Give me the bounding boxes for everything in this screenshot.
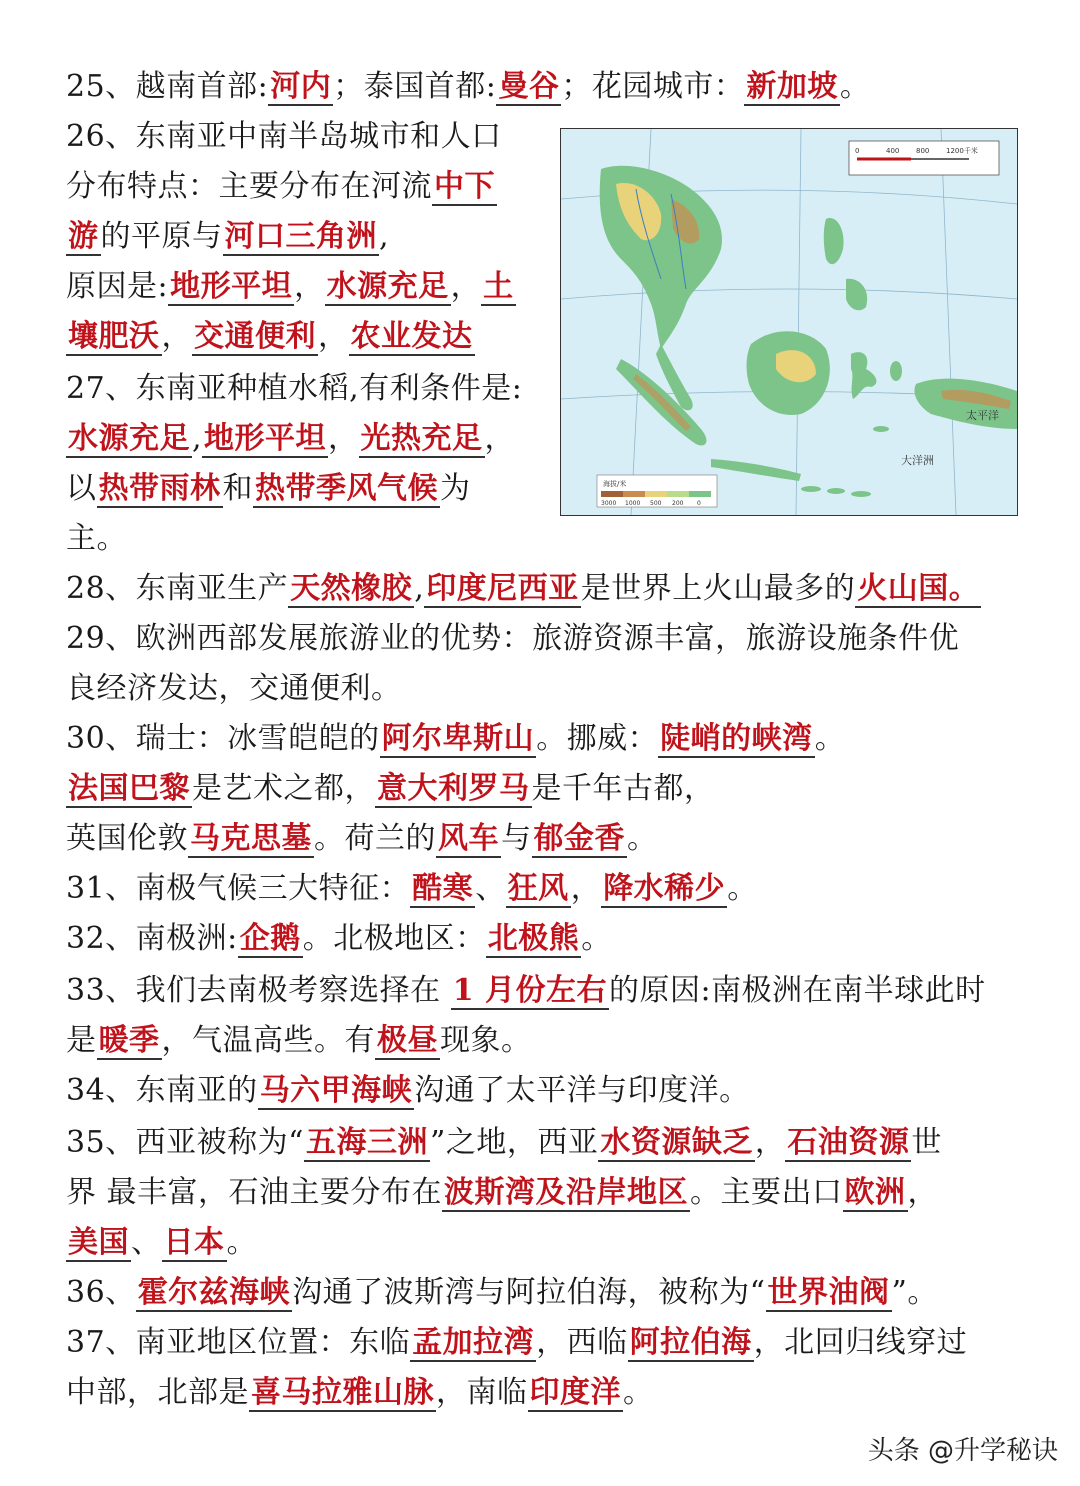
prompt-text: 沟通了太平洋与印度洋。 — [414, 1073, 750, 1108]
ocean-label-oceania: 大洋洲 — [901, 454, 934, 467]
prompt-text: 33、我们去南极考察选择在 — [66, 973, 451, 1008]
text-line-l27d — [66, 514, 540, 564]
text-line-l35a — [66, 1118, 1020, 1168]
prompt-text: ， — [328, 421, 359, 456]
answer-text: 曼谷 — [498, 69, 560, 104]
prompt-text: ；花园城市： — [561, 69, 745, 104]
answer-text: 狂风 — [507, 871, 569, 906]
answer-text: 中下 — [434, 169, 495, 204]
scale-label-0: 0 — [855, 147, 860, 155]
text-line-l29b — [66, 664, 1020, 714]
prompt-text: 。 — [581, 921, 612, 956]
answer-text: 壤肥沃 — [68, 319, 160, 354]
legend-value-1: 1000 — [625, 500, 641, 507]
answer-text: 霍尔兹海峡 — [137, 1275, 291, 1310]
answer-text: 马克思墓 — [190, 821, 312, 856]
prompt-text: ， — [450, 269, 482, 304]
prompt-text: 界 最丰富，石油主要分布在 — [66, 1175, 443, 1210]
answer-text: 美国 — [68, 1225, 129, 1260]
prompt-text: 26、东南亚中南半岛城市和人口 — [66, 119, 502, 154]
prompt-text: 良经济发达，交通便利。 — [66, 671, 402, 706]
prompt-text: 的原因:南极洲在南半球此时 — [609, 973, 986, 1008]
legend-value-0: 3000 — [601, 500, 617, 507]
prompt-text: ，西临 — [536, 1325, 628, 1360]
answer-text: 水源充足 — [326, 269, 449, 304]
southeast-asia-map — [560, 128, 1018, 516]
prompt-text: 36、 — [66, 1275, 136, 1310]
prompt-text: ”。 — [891, 1275, 938, 1310]
text-line-l26c — [66, 212, 540, 262]
prompt-text: ，北回归线穿过 — [753, 1325, 968, 1360]
answer-text: 游 — [68, 219, 99, 254]
prompt-text: 。荷兰的 — [314, 821, 436, 856]
text-line-l33a — [66, 966, 1020, 1016]
prompt-text: 是艺术之都， — [192, 771, 375, 806]
text-line-l27c — [66, 464, 540, 514]
prompt-text: 。 — [727, 871, 758, 906]
prompt-text: 30、瑞士：冰雪皑皑的 — [66, 721, 380, 756]
legend-value-3: 200 — [672, 500, 684, 507]
prompt-text: 是千年古都， — [531, 771, 715, 806]
answer-text: 地形平坦 — [204, 421, 327, 456]
text-line-l27a — [66, 364, 540, 414]
text-line-l26d — [66, 262, 540, 312]
prompt-text: 。 — [623, 1375, 654, 1410]
prompt-text: ， — [570, 871, 602, 906]
prompt-text: 。挪威： — [536, 721, 659, 756]
prompt-text: ”之地，西亚 — [430, 1125, 599, 1160]
answer-text: 光热充足 — [360, 421, 483, 456]
prompt-text: 是 — [66, 1023, 97, 1058]
answer-text: 北极熊 — [487, 921, 580, 956]
prompt-text: 以 — [66, 471, 97, 506]
prompt-text: 35、西亚被称为“ — [66, 1125, 305, 1160]
prompt-text: 、 — [475, 871, 506, 906]
answer-text: 世界油阀 — [767, 1275, 890, 1310]
answer-text: 土 — [483, 269, 514, 304]
text-line-l34 — [66, 1066, 1020, 1116]
prompt-text: 、 — [131, 1225, 162, 1260]
answer-text: 风车 — [438, 821, 499, 856]
ocean-label-pacific: 太平洋 — [966, 409, 999, 422]
prompt-text: 。北极地区： — [302, 921, 486, 956]
text-line-l26a — [66, 112, 540, 162]
prompt-text: 主。 — [66, 521, 127, 556]
text-line-l28 — [66, 564, 1020, 614]
legend-value-4: 0 — [697, 500, 701, 507]
prompt-text: 31、南极气候三大特征： — [66, 871, 411, 906]
prompt-text: ；泰国首都: — [333, 69, 497, 104]
legend-value-2: 500 — [650, 500, 662, 507]
prompt-text: ， — [318, 319, 349, 354]
prompt-text: 。主要出口 — [690, 1175, 843, 1210]
prompt-text: 27、东南亚种植水稻,有利条件是: — [66, 371, 523, 406]
answer-text: 陡峭的峡湾 — [660, 721, 813, 756]
prompt-text: 是世界上火山最多的 — [580, 571, 856, 606]
text-line-l26b — [66, 162, 540, 212]
answer-text: 石油资源 — [787, 1125, 910, 1160]
answer-text: 热带季风气候 — [255, 471, 438, 506]
prompt-text: ， — [294, 269, 325, 304]
text-line-l25 — [66, 62, 1020, 112]
text-line-l36 — [66, 1268, 1020, 1318]
answer-text: 印度洋 — [529, 1375, 621, 1410]
text-line-l35c — [66, 1218, 1020, 1268]
answer-text: 交通便利 — [194, 319, 316, 354]
answer-text: 欧洲 — [844, 1175, 906, 1210]
answer-text: 印度尼西亚 — [426, 571, 579, 606]
answer-text: 法国巴黎 — [68, 771, 190, 806]
answer-text: 马六甲海峡 — [259, 1073, 413, 1108]
prompt-text: 。 — [814, 721, 846, 756]
answer-text: 农业发达 — [350, 319, 473, 354]
prompt-text: 和 — [222, 471, 253, 506]
answer-text: 意大利罗马 — [377, 771, 530, 806]
answer-text: 日本 — [163, 1225, 225, 1260]
prompt-text: ， — [484, 421, 516, 456]
text-line-l30a — [66, 714, 1020, 764]
prompt-text: 28、东南亚生产 — [66, 571, 289, 606]
answer-text: 阿拉伯海 — [629, 1325, 752, 1360]
answer-text: 企鹅 — [239, 921, 301, 956]
prompt-text: 英国伦敦 — [66, 821, 188, 856]
prompt-text: 为 — [440, 471, 471, 506]
answer-text: 水源充足 — [68, 421, 190, 456]
map-graphic — [561, 129, 1017, 515]
prompt-text: 。 — [226, 1225, 257, 1260]
prompt-text: , — [414, 571, 425, 606]
scale-label-3: 1200千米 — [946, 147, 978, 155]
prompt-text: , — [379, 219, 390, 254]
text-line-l33b — [66, 1016, 1020, 1066]
text-line-l27b — [66, 414, 540, 464]
answer-text: 五海三洲 — [306, 1125, 429, 1160]
prompt-text: 分布特点：主要分布在河流 — [66, 169, 432, 204]
prompt-text: 34、东南亚的 — [66, 1073, 258, 1108]
prompt-text: 原因是: — [66, 269, 169, 304]
answer-text: 暖季 — [98, 1023, 160, 1058]
answer-text: 地形平坦 — [170, 269, 293, 304]
answer-text: 降水稀少 — [603, 871, 726, 906]
scale-label-1: 400 — [886, 147, 900, 155]
answer-text: 1 月份左右 — [452, 973, 608, 1008]
text-line-l37a — [66, 1318, 1020, 1368]
text-line-l26e — [66, 312, 540, 362]
prompt-text: , — [192, 421, 203, 456]
prompt-text: 世 — [911, 1125, 942, 1160]
prompt-text: ， — [754, 1125, 786, 1160]
answer-text: 波斯湾及沿岸地区 — [444, 1175, 689, 1210]
prompt-text: ， — [161, 319, 192, 354]
prompt-text: 37、南亚地区位置：东临 — [66, 1325, 411, 1360]
text-line-l29a — [66, 614, 1020, 664]
answer-text: 极昼 — [377, 1023, 438, 1058]
answer-text: 新加坡 — [746, 69, 838, 104]
legend-title: 海拔/米 — [603, 480, 627, 488]
answer-text: 阿尔卑斯山 — [381, 721, 535, 756]
answer-text: 郁金香 — [533, 821, 625, 856]
answer-text: 水资源缺乏 — [600, 1125, 753, 1160]
text-line-l37b — [66, 1368, 1020, 1418]
prompt-text: 的平原与 — [100, 219, 223, 254]
answer-text: 喜马拉雅山脉 — [251, 1375, 434, 1410]
prompt-text: ，南临 — [436, 1375, 528, 1410]
text-line-l30c — [66, 814, 1020, 864]
answer-text: 火山国。 — [857, 571, 980, 606]
prompt-text: 。 — [627, 821, 658, 856]
answer-text: 热带雨林 — [98, 471, 221, 506]
prompt-text: 32、南极洲: — [66, 921, 238, 956]
prompt-text: 25、越南首部: — [66, 69, 269, 104]
prompt-text: ，气温高些。有 — [161, 1023, 375, 1058]
text-line-l35b — [66, 1168, 1020, 1218]
answer-text: 酷寒 — [412, 871, 474, 906]
prompt-text: 现象。 — [440, 1023, 532, 1058]
prompt-text: 沟通了波斯湾与阿拉伯海，被称为“ — [292, 1275, 766, 1310]
answer-text: 孟加拉湾 — [412, 1325, 535, 1360]
text-line-l30b — [66, 764, 1020, 814]
answer-text: 天然橡胶 — [290, 571, 413, 606]
scale-label-2: 800 — [916, 147, 930, 155]
answer-text: 河内 — [270, 69, 332, 104]
prompt-text: 29、欧洲西部发展旅游业的优势：旅游资源丰富，旅游设施条件优 — [66, 621, 960, 656]
prompt-text: 中部，北部是 — [66, 1375, 249, 1410]
text-line-l31 — [66, 864, 1020, 914]
prompt-text: ， — [907, 1175, 939, 1210]
watermark: 头条 @升学秘诀 — [867, 1436, 1058, 1466]
text-line-l32 — [66, 914, 1020, 964]
answer-text: 河口三角洲 — [224, 219, 377, 254]
prompt-text: 。 — [839, 69, 871, 104]
prompt-text: 与 — [501, 821, 532, 856]
